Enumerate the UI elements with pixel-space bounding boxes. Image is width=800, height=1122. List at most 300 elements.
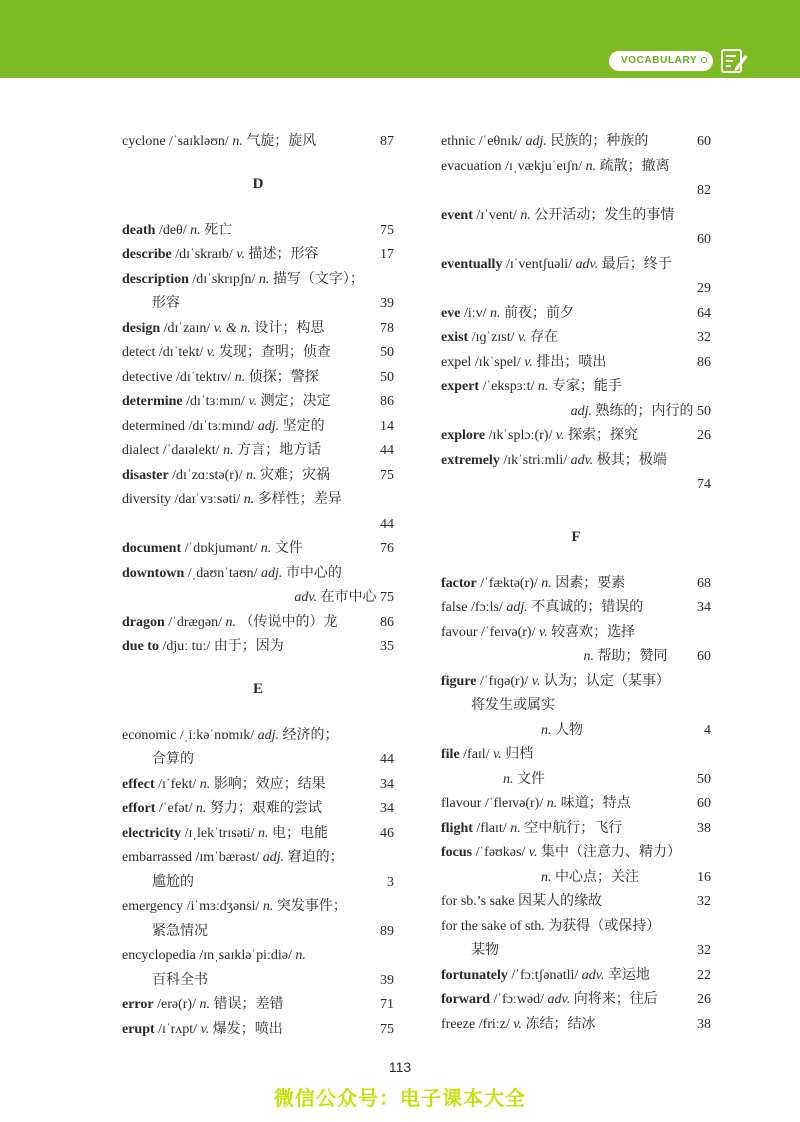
page-ref: 34: [380, 776, 394, 792]
part-of-speech: n.: [541, 575, 552, 591]
entry-death: [122, 219, 394, 244]
headword: downtown: [122, 565, 185, 581]
phonetic: /flaɪt/: [476, 820, 507, 836]
headword: file: [441, 747, 460, 762]
phonetic: /ɪˈventʃuəli/: [505, 256, 573, 272]
definition-2: 文件: [517, 771, 545, 787]
part-of-speech: n.: [190, 222, 201, 238]
entry-embarrassed: [122, 846, 394, 895]
page-ref: 46: [380, 825, 394, 841]
phonetic: /iːv/: [463, 305, 487, 321]
headword: design: [122, 320, 161, 336]
headword: determined: [122, 418, 185, 434]
definition: 疏散；撤离: [599, 158, 670, 174]
definition: 极其；极端: [596, 452, 667, 468]
phonetic: /ɪɡˈzɪst/: [471, 330, 515, 345]
phonetic: /ˈdɒkjumənt/: [184, 541, 258, 556]
headword: exist: [441, 330, 469, 345]
part-of-speech: n.: [510, 820, 521, 836]
section-letter-e: E: [252, 680, 263, 697]
vocabulary-badge: [609, 51, 713, 71]
headword: for sb.’s sake: [441, 894, 515, 909]
part-of-speech-2: adj.: [570, 403, 592, 419]
definition: 民族的；种族的: [550, 134, 649, 149]
entry-expert: [441, 375, 711, 424]
part-of-speech: v.: [236, 247, 245, 262]
entry-flight: [441, 817, 711, 842]
definition: 描述；形容: [248, 247, 319, 262]
phonetic: /ˈfɔːtʃənətli/: [511, 967, 579, 983]
page-ref: 32: [697, 894, 711, 909]
page-ref: 75: [380, 222, 394, 238]
headword: diversity: [122, 492, 171, 507]
part-of-speech-2: n.: [541, 722, 552, 738]
page-ref: 44: [380, 443, 394, 458]
entry-exist: [441, 326, 711, 351]
headword: death: [122, 222, 156, 238]
entry-file: [441, 743, 711, 792]
page-ref: 38: [697, 1016, 711, 1032]
definition: 坚定的: [282, 418, 325, 434]
page-ref: 78: [380, 320, 394, 336]
part-of-speech: v.: [538, 624, 548, 640]
definition: 公开活动；发生的事情: [534, 207, 675, 223]
entry-for-the-sake-of: [441, 915, 711, 964]
page-ref: 74: [697, 477, 711, 492]
part-of-speech: adj.: [257, 418, 280, 434]
page-ref: 26: [697, 428, 711, 443]
page-ref: 22: [697, 967, 711, 983]
phonetic: /ɪkˈsplɔː(r)/: [488, 428, 553, 443]
headword: describe: [122, 247, 172, 262]
definition: 经济的；: [282, 727, 339, 743]
page-ref: 17: [380, 247, 394, 262]
page-ref: 50: [380, 369, 394, 385]
headword: flight: [441, 820, 473, 836]
definition: 空中航行；飞行: [524, 820, 623, 836]
phonetic: /faɪl/: [463, 747, 490, 762]
phonetic: /dɪˈtɜːmɪnd/: [188, 418, 255, 434]
part-of-speech-2: n.: [583, 649, 594, 664]
page-ref: 60: [697, 232, 711, 247]
phonetic: /ˈdaɪəlekt/: [162, 443, 220, 458]
definition-2: 帮助；赞同: [597, 649, 668, 664]
phonetic: /dɪˈskrɪpʃn/: [192, 271, 256, 287]
entry-event: [441, 204, 711, 253]
part-of-speech: n.: [295, 948, 306, 963]
definition-continued: 紧急情况: [152, 923, 208, 939]
definition: 幸运地: [607, 967, 650, 983]
entry-cyclone: [122, 130, 394, 155]
definition: 因素；要素: [555, 575, 626, 591]
entry-determined: [122, 415, 394, 440]
page-ref: 60: [697, 796, 711, 811]
headword: eventually: [441, 256, 503, 272]
headword: erupt: [122, 1021, 155, 1037]
definition: 测定；决定: [260, 394, 331, 409]
phonetic: /friːz/: [478, 1016, 510, 1032]
headword: cyclone: [122, 134, 166, 149]
part-of-speech: v.: [531, 673, 541, 689]
definition: 归档: [505, 747, 534, 762]
entry-for-sbs-sake: [441, 890, 711, 915]
headword: dialect: [122, 443, 160, 458]
phonetic: /ɪˈrʌpt/: [158, 1021, 198, 1037]
definition: 爆发；喷出: [212, 1021, 283, 1037]
definition: 认为；认定（某事）: [543, 673, 670, 689]
definition: 影响；效应；结果: [213, 776, 326, 792]
page-ref: 86: [380, 614, 394, 630]
part-of-speech: n.: [546, 796, 558, 811]
headword: detective: [122, 369, 173, 385]
entry-freeze: [441, 1013, 711, 1038]
page-ref: 3: [387, 874, 394, 890]
part-of-speech: adj.: [525, 134, 547, 149]
definition: 集中（注意力、精力）: [540, 845, 681, 860]
definition-2: 熟练的；内行的: [595, 403, 694, 419]
phonetic: /ɪˌvækjuˈeɪʃn/: [505, 158, 583, 174]
page-ref: 64: [697, 305, 711, 321]
page-ref: 50: [380, 345, 394, 360]
entry-due-to: [122, 635, 394, 660]
definition: 多样性；差异: [257, 492, 342, 507]
part-of-speech: n.: [258, 271, 270, 287]
phonetic: /ˈfæktə(r)/: [480, 575, 538, 591]
phonetic: /ɪˈvent/: [476, 207, 517, 223]
definition: （传说中的）龙: [239, 614, 338, 630]
headword: encyclopedia: [122, 948, 196, 963]
phonetic: /ˈefət/: [158, 801, 193, 816]
page-ref: 39: [380, 296, 394, 311]
part-of-speech: n.: [262, 899, 274, 914]
definition: 死亡: [204, 222, 233, 238]
phonetic: /djuː tuː/: [162, 639, 211, 654]
entry-extremely: [441, 449, 711, 498]
definition: 方言；地方话: [237, 443, 322, 458]
entry-description: [122, 268, 394, 317]
phonetic: /dɪˈzɑːstə(r)/: [172, 467, 243, 483]
phonetic: /dɪˈtekt/: [158, 345, 204, 360]
part-of-speech: v.: [248, 394, 258, 409]
headword: embarrassed: [122, 850, 192, 865]
part-of-speech: n.: [537, 379, 549, 394]
definition: 市中心的: [285, 565, 342, 581]
phonetic: /iˈmɜːdʒənsi/: [186, 899, 260, 914]
part-of-speech: v.: [524, 354, 533, 370]
page-ref: 35: [380, 639, 394, 654]
phonetic: /ˈeθnɪk/: [478, 134, 522, 149]
headword: flavour: [441, 796, 482, 811]
part-of-speech: n.: [520, 207, 531, 223]
definition-continued: 合算的: [152, 752, 194, 767]
part-of-speech: adj.: [262, 850, 285, 865]
part-of-speech-2: adv.: [294, 590, 317, 605]
part-of-speech: adj.: [506, 600, 528, 615]
footer-watermark-text: 微信公众号：电子课本大全: [274, 1086, 526, 1110]
phonetic: /ˈfeɪvə(r)/: [481, 624, 536, 640]
headword: document: [122, 541, 182, 556]
entry-eve: [441, 302, 711, 327]
definition: 专家；能手: [551, 379, 622, 394]
entry-describe: [122, 243, 394, 268]
definition: 最后；终于: [601, 256, 672, 272]
page-ref: 34: [380, 801, 394, 816]
entry-erupt: [122, 1018, 394, 1043]
definition: 排出；喷出: [536, 354, 607, 370]
headword: dragon: [122, 614, 165, 630]
phonetic: /dɪˈskraɪb/: [175, 247, 233, 262]
definition-continued: 尴尬的: [152, 874, 194, 890]
phonetic: /daɪˈvɜːsəti/: [174, 492, 241, 507]
definition: 描写（文字）；: [272, 271, 364, 287]
phonetic: /ɪmˈbærəst/: [195, 850, 260, 865]
entry-detective: [122, 366, 394, 391]
definition: 灾难；灾祸: [259, 467, 330, 483]
headword: evacuation: [441, 158, 502, 174]
phonetic: /ˌdaʊnˈtaʊn/: [187, 565, 258, 581]
vocabulary-badge-label: VOCABULARY: [621, 55, 698, 66]
page-ref: 75: [380, 1021, 394, 1037]
page-ref: 39: [380, 972, 394, 988]
definition: 侦探；警探: [248, 369, 319, 385]
part-of-speech: n.: [490, 305, 501, 321]
phonetic: /ɪnˌsaɪkləˈpiːdiə/: [199, 948, 292, 963]
page-ref: 26: [697, 992, 711, 1007]
headword: for the sake of sth.: [441, 918, 545, 934]
definition: 由于；因为: [213, 639, 284, 654]
entry-fortunately: [441, 964, 711, 989]
phonetic: /ˈfleɪvə(r)/: [484, 796, 544, 811]
part-of-speech: v.: [555, 428, 565, 443]
headword: false: [441, 600, 468, 615]
phonetic: /dɪˈzaɪn/: [163, 320, 211, 336]
definition: 存在: [530, 330, 559, 345]
page-number: 113: [388, 1059, 412, 1075]
headword: due to: [122, 639, 159, 654]
part-of-speech: n.: [243, 492, 255, 507]
page-ref: 29: [697, 281, 711, 296]
entry-disaster: [122, 464, 394, 489]
headword: expel: [441, 354, 472, 370]
definition: 发现；查明；侦查: [218, 345, 331, 360]
entry-emergency: [122, 895, 394, 944]
part-of-speech: adv.: [581, 967, 605, 983]
page-ref: 32: [697, 330, 711, 345]
entry-error: [122, 993, 394, 1018]
page-ref: 44: [380, 516, 394, 532]
phonetic: /ˈfɔːwəd/: [493, 992, 545, 1007]
definition: 向将来；往后: [573, 992, 658, 1007]
entry-ethnic: [441, 130, 711, 155]
headword: event: [441, 207, 473, 223]
entry-flavour: [441, 792, 711, 817]
definition: 前夜；前夕: [504, 305, 574, 321]
headword: description: [122, 271, 189, 287]
definition: 较喜欢；选择: [551, 624, 636, 640]
section-letter-f: F: [571, 528, 581, 545]
definition: 味道；特点: [560, 796, 631, 811]
right-column: [441, 130, 711, 1037]
definition-2: 人物: [555, 722, 583, 738]
headword: extremely: [441, 452, 500, 468]
page-ref: 75: [380, 590, 394, 605]
definition-2: 中心点；关注: [555, 869, 639, 885]
page-ref: 32: [697, 943, 711, 958]
part-of-speech: n.: [258, 825, 269, 841]
headword: effort: [122, 801, 156, 816]
headword: explore: [441, 428, 486, 443]
entry-evacuation: [441, 155, 711, 204]
part-of-speech: adj.: [257, 727, 280, 743]
phonetic: /fɔːls/: [470, 600, 503, 615]
part-of-speech: v.: [513, 1016, 522, 1032]
notebook-pencil-icon: [719, 46, 749, 76]
definition: 突发事件；: [276, 899, 347, 914]
part-of-speech: adj.: [261, 565, 283, 581]
entry-dialect: [122, 439, 394, 464]
definition: 文件: [274, 541, 303, 556]
phonetic: /ɪˈfekt/: [158, 776, 197, 792]
entry-diversity: [122, 488, 394, 537]
part-of-speech: v.: [518, 330, 527, 345]
part-of-speech: v. & n.: [213, 320, 251, 336]
part-of-speech: adv.: [575, 256, 599, 272]
part-of-speech: n.: [585, 158, 597, 174]
headword: effect: [122, 776, 155, 792]
entry-factor: [441, 572, 711, 597]
entry-focus: [441, 841, 711, 890]
entry-eventually: [441, 253, 711, 302]
part-of-speech: n.: [260, 541, 272, 556]
page-ref: 75: [380, 467, 394, 483]
headword: electricity: [122, 825, 182, 841]
part-of-speech: n.: [245, 467, 257, 483]
part-of-speech: n.: [195, 801, 207, 816]
definition-continued: 将发生或属实: [471, 698, 555, 713]
part-of-speech: n.: [232, 134, 243, 149]
phonetic: /ɪkˈspel/: [474, 354, 521, 370]
definition: 探索；探究: [568, 428, 639, 443]
part-of-speech: n.: [223, 443, 234, 458]
phonetic: /ˈekspɜːt/: [482, 379, 535, 394]
phonetic: /ˈdræɡən/: [168, 614, 222, 630]
page-ref: 14: [380, 418, 394, 434]
page-ref: 89: [380, 923, 394, 939]
page-ref: 50: [697, 403, 711, 419]
headword: figure: [441, 673, 477, 689]
headword: disaster: [122, 467, 169, 483]
part-of-speech: v.: [200, 1021, 210, 1037]
phonetic: /ɪkˈstriːmli/: [503, 452, 568, 468]
section-letter-d: D: [252, 175, 264, 192]
part-of-speech: v.: [206, 345, 216, 360]
left-column: [122, 130, 394, 1042]
definition: 电；电能: [272, 825, 329, 841]
part-of-speech: v.: [528, 845, 538, 860]
page-ref: 60: [697, 649, 711, 664]
part-of-speech: n.: [199, 776, 211, 792]
entry-design: [122, 317, 394, 342]
page-ref: 44: [380, 752, 394, 767]
definition-continued: 某物: [471, 943, 499, 958]
definition: 百科全书: [152, 972, 208, 988]
headword: factor: [441, 575, 477, 591]
headword: detect: [122, 345, 156, 360]
part-of-speech-2: n.: [503, 771, 514, 787]
page-ref: 38: [697, 820, 711, 836]
headword: freeze: [441, 1016, 476, 1032]
headword: forward: [441, 992, 490, 1007]
page-ref: 87: [380, 134, 394, 149]
definition: 错误；差错: [213, 997, 284, 1012]
entry-explore: [441, 424, 711, 449]
entry-forward: [441, 988, 711, 1013]
definition: 设计；构思: [254, 320, 325, 336]
page-ref: 86: [380, 394, 394, 409]
entry-false: [441, 596, 711, 621]
definition: 冻结；结冰: [525, 1016, 596, 1032]
page-ref: 71: [380, 997, 394, 1012]
page-ref: 68: [697, 575, 711, 591]
entry-downtown: [122, 562, 394, 611]
headword: favour: [441, 624, 478, 640]
page-ref: 86: [697, 354, 711, 370]
entry-determine: [122, 390, 394, 415]
page-ref: 16: [697, 869, 711, 885]
definition: 气旋；旋风: [246, 134, 317, 149]
entry-effort: [122, 797, 394, 822]
definition-2: 在市中心: [320, 590, 377, 605]
phonetic: /ɪˌlekˈtrɪsəti/: [184, 825, 255, 841]
part-of-speech: adv.: [547, 992, 571, 1007]
definition-continued: 形容: [152, 296, 180, 311]
part-of-speech: n.: [225, 614, 236, 630]
page-ref: 50: [697, 771, 711, 787]
definition: 因某人的缘故: [518, 894, 602, 909]
headword: determine: [122, 394, 183, 409]
headword: focus: [441, 845, 473, 860]
definition: 努力；艰难的尝试: [209, 801, 322, 816]
definition: 不真诚的；错误的: [531, 600, 644, 615]
entry-favour: [441, 621, 711, 670]
headword: fortunately: [441, 967, 508, 983]
entry-detect: [122, 341, 394, 366]
phonetic: /ˈsaɪkləʊn/: [169, 134, 229, 149]
part-of-speech: adv.: [570, 452, 594, 468]
definition: 窘迫的；: [287, 850, 344, 865]
headword: error: [122, 997, 154, 1012]
phonetic: /dɪˈtɜːmɪn/: [186, 394, 245, 409]
page-ref: 82: [697, 183, 711, 198]
entry-electricity: [122, 822, 394, 847]
entry-document: [122, 537, 394, 562]
badge-dot-icon: [701, 57, 707, 63]
phonetic: /erə(r)/: [157, 997, 196, 1012]
phonetic: /ˈfɪɡə(r)/: [480, 673, 529, 689]
headword: economic: [122, 727, 177, 743]
phonetic: /deθ/: [158, 222, 187, 238]
phonetic: /ˌiːkəˈnɒmɪk/: [179, 727, 255, 743]
entry-encyclopedia: [122, 944, 394, 993]
entry-figure: [441, 670, 711, 744]
part-of-speech-2: n.: [541, 869, 552, 885]
entry-effect: [122, 773, 394, 798]
page-ref: 34: [697, 600, 711, 615]
headword: ethnic: [441, 134, 476, 149]
page-ref: 76: [380, 541, 394, 556]
headword: expert: [441, 379, 480, 394]
entry-dragon: [122, 611, 394, 636]
